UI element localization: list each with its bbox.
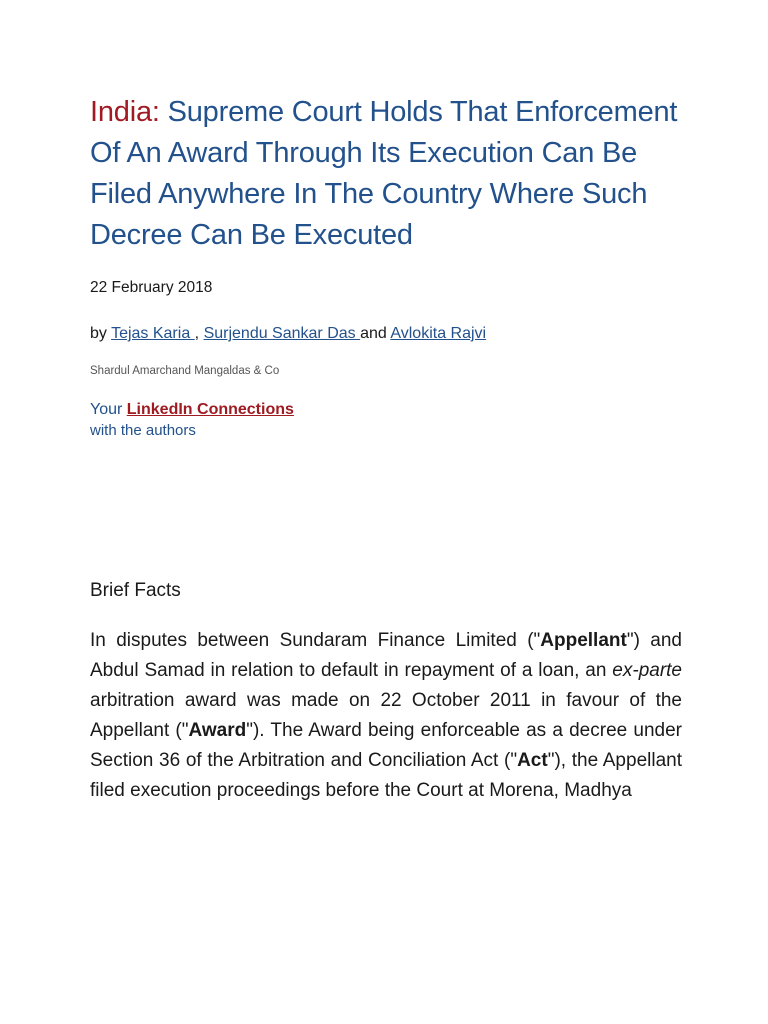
linkedin-subtext: with the authors [90, 422, 196, 439]
section-heading-brief-facts: Brief Facts [90, 580, 181, 601]
par1-italic-exparte: ex-parte [612, 660, 682, 681]
byline-and: and [360, 325, 387, 342]
article-content [90, 92, 682, 825]
par1-seg1: In disputes between Sundaram Finance Limited (" [90, 630, 541, 651]
par1-seg4: "). The Award being enforceable as a decree under Section 36 of the Arbitration and Conciliation Act (" [90, 720, 682, 771]
author-link-1[interactable]: Tejas Karia [111, 325, 195, 342]
linkedin-connections-block [90, 399, 682, 441]
par1-bold-award: Award [188, 720, 247, 741]
article-title-text: Supreme Court Holds That Enforcement Of An Award Through Its Execution Can Be Filed Anywhere In The Country Where Such Decree Can Be Executed [90, 96, 678, 251]
linkedin-prefix: Your [90, 401, 123, 418]
page-title [90, 92, 682, 256]
publication-date: 22 February 2018 [90, 279, 213, 296]
author-link-3[interactable]: Avlokita Rajvi [390, 325, 487, 342]
par1-seg2: ") and Abdul Samad in relation to default in repayment of a loan, an [90, 630, 682, 681]
firm-name: Shardul Amarchand Mangaldas & Co [90, 365, 280, 377]
linkedin-connections-link[interactable]: LinkedIn Connections [126, 401, 294, 418]
author-link-2[interactable]: Surjendu Sankar Das [203, 325, 361, 342]
par1-seg5: "), the Appellant filed execution proceedings before the Court at Morena, Madhya [90, 750, 682, 801]
par1-bold-appellant: Appellant [540, 630, 627, 651]
byline-comma: , [194, 325, 200, 342]
par1-bold-act: Act [517, 750, 548, 771]
body-paragraph-1 [90, 626, 682, 806]
byline [90, 323, 682, 344]
par1-seg3: arbitration award was made on 22 October 2011 in favour of the Appellant (" [90, 690, 682, 741]
article-country-prefix: India: [90, 96, 160, 128]
byline-lead: by [90, 325, 107, 342]
